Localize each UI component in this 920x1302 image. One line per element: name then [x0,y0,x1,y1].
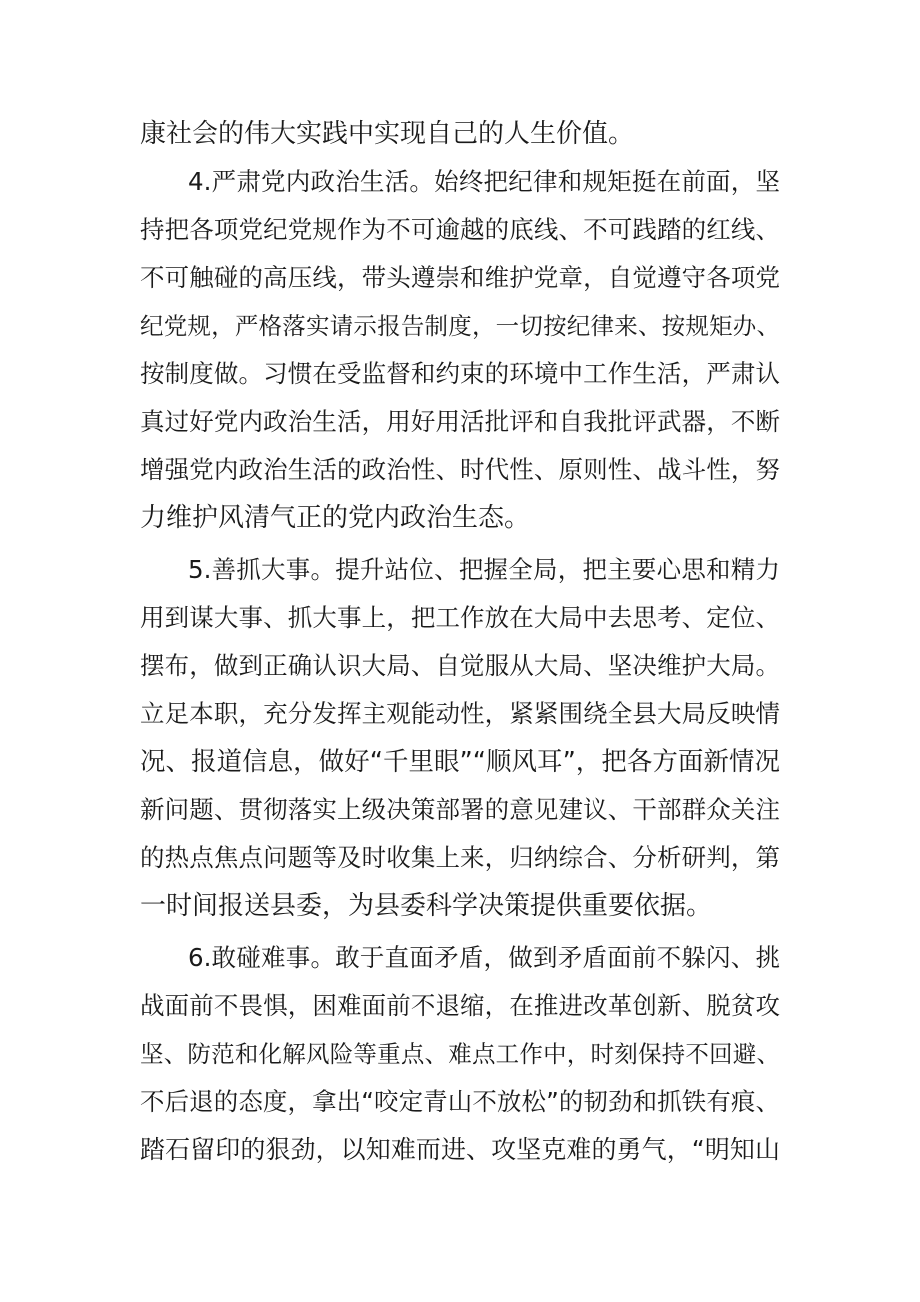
text-line-7: 真过好党内政治生活，用好用活批评和自我批评武器，不断 [140,407,780,436]
text-line-11: 用到谋大事、抓大事上，把工作放在大局中去思考、定位、 [140,603,780,632]
text-line-22: 踏石留印的狠劲，以知难而进、攻坚克难的勇气，“明知山 [140,1135,780,1164]
text-line-13: 立足本职，充分发挥主观能动性，紧紧围绕全县大局反映情 [140,699,780,728]
text-line-12: 摆布，做到正确认识大局、自觉服从大局、坚决维护大局。 [140,651,780,680]
text-line-1: 康社会的伟大实践中实现自己的人生价值。 [140,119,635,149]
text-line-19: 战面前不畏惧，困难面前不退缩，在推进改革创新、脱贫攻 [140,991,780,1020]
text-line-4: 不可触碰的高压线，带头遵崇和维护党章，自觉遵守各项党 [140,263,780,292]
text-line-5: 纪党规，严格落实请示报告制度，一切按纪律来、按规矩办、 [140,312,780,340]
text-line-10: 5.善抓大事。提升站位、把握全局，把主要心思和精力 [188,555,780,584]
text-line-16: 的热点焦点问题等及时收集上来，归纳综合、分析研判，第 [140,843,780,872]
text-line-15: 新问题、贯彻落实上级决策部署的意见建议、干部群众关注 [140,795,780,824]
text-line-2: 4.严肃党内政治生活。始终把纪律和规矩挺在前面，坚 [188,167,780,196]
text-line-17: 一时间报送县委，为县委科学决策提供重要依据。 [140,891,713,921]
text-line-8: 增强党内政治生活的政治性、时代性、原则性、战斗性，努 [140,455,780,484]
text-line-18: 6.敢碰难事。敢于直面矛盾，做到矛盾面前不躲闪、挑 [188,943,780,972]
text-line-3: 持把各项党纪党规作为不可逾越的底线、不可践踏的红线、 [140,215,780,244]
text-line-20: 坚、防范和化解风险等重点、难点工作中，时刻保持不回避、 [140,1040,780,1068]
text-line-21: 不后退的态度，拿出“咬定青山不放松”的韧劲和抓铁有痕、 [140,1087,780,1116]
text-line-6: 按制度做。习惯在受监督和约束的环境中工作生活，严肃认 [140,359,780,388]
text-line-14: 况、报道信息，做好“千里眼”“顺风耳”，把各方面新情况 [140,747,780,777]
text-line-9: 力维护风清气正的党内政治生态。 [140,503,531,533]
